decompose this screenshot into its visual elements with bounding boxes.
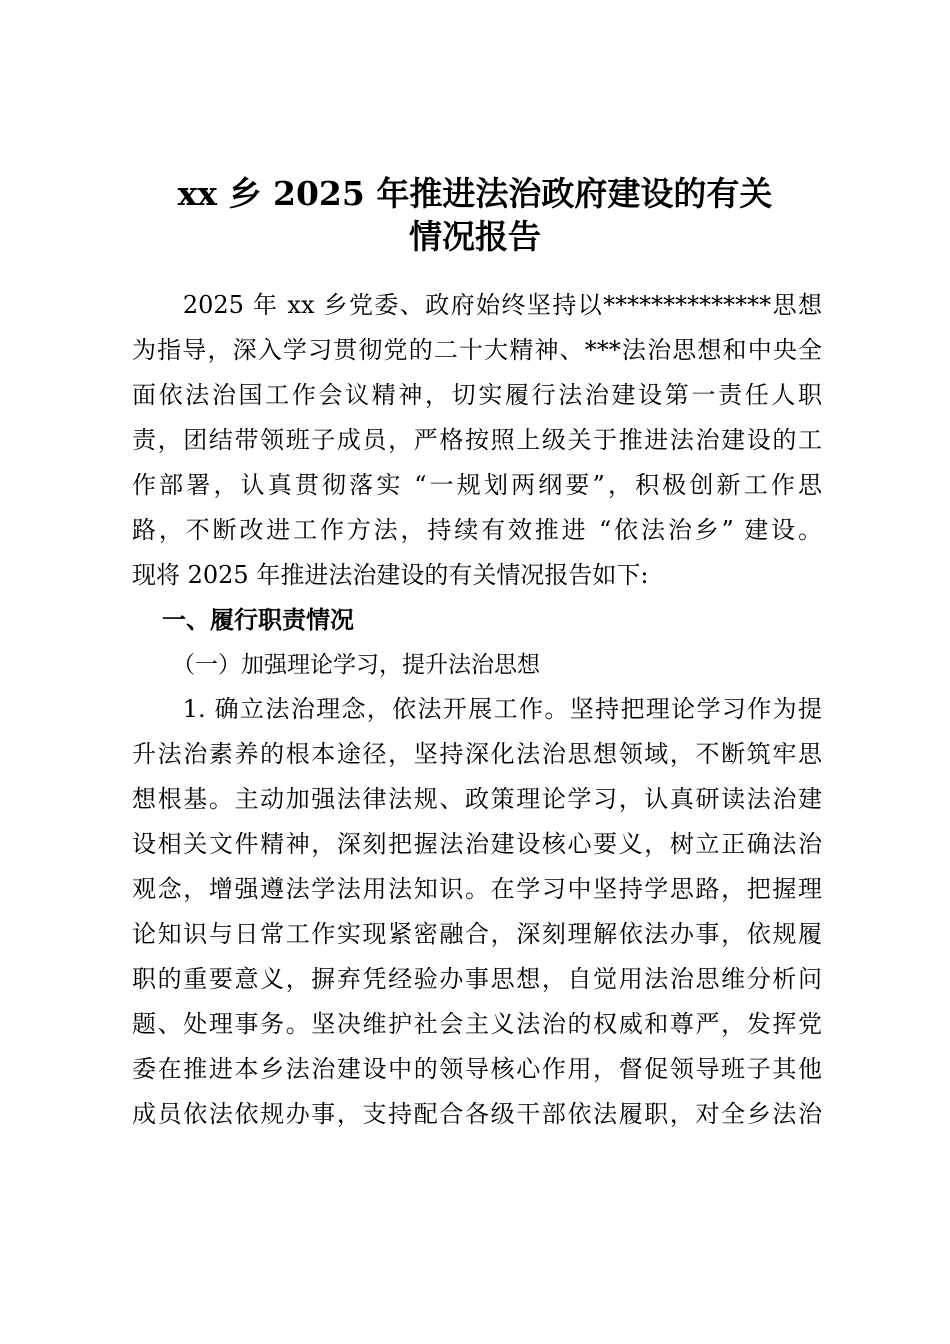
- body-line: 成员依法依规办事，支持配合各级干部依法履职，对全乡法治: [132, 1100, 822, 1128]
- body-line: 1. 确立法治理念，依法开展工作。坚持把理论学习作为提: [132, 695, 822, 723]
- intro-line: 路，不断改进工作方法，持续有效推进 “依法治乡” 建设。: [132, 516, 822, 544]
- body-line: 升法治素养的根本途径，坚持深化法治思想领域，不断筑牢思: [132, 740, 822, 768]
- document-title-line-2: 情况报告: [409, 217, 541, 256]
- intro-line: 责，团结带领班子成员，严格按照上级关于推进法治建设的工: [132, 426, 822, 454]
- body-line: 设相关文件精神，深刻把握法治建设核心要义，树立正确法治: [132, 830, 822, 858]
- body-line: 论知识与日常工作实现紧密融合，深刻理解依法办事，依规履: [132, 920, 822, 948]
- section-heading: 一、履行职责情况: [162, 605, 354, 634]
- intro-line: 现将 2025 年推进法治建设的有关情况报告如下:: [132, 561, 649, 589]
- intro-line: 作部署，认真贯彻落实 “一规划两纲要”，积极创新工作思: [132, 471, 822, 499]
- body-line: 题、处理事务。坚决维护社会主义法治的权威和尊严，发挥党: [132, 1010, 822, 1038]
- body-line: 委在推进本乡法治建设中的领导核心作用，督促领导班子其他: [132, 1055, 822, 1083]
- subsection-heading: （一）加强理论学习，提升法治思想: [172, 652, 540, 678]
- intro-line: 面依法治国工作会议精神，切实履行法治建设第一责任人职: [132, 381, 822, 409]
- intro-line: 2025 年 xx 乡党委、政府始终坚持以**************思想: [132, 291, 822, 319]
- body-line: 想根基。主动加强法律法规、政策理论学习，认真研读法治建: [132, 785, 822, 813]
- body-line: 职的重要意义，摒弃凭经验办事思想，自觉用法治思维分析问: [132, 965, 822, 993]
- body-line: 观念，增强遵法学法用法知识。在学习中坚持学思路，把握理: [132, 875, 822, 903]
- document-title-line-1: xx 乡 2025 年推进法治政府建设的有关: [177, 174, 773, 213]
- intro-line: 为指导，深入学习贯彻党的二十大精神、***法治思想和中央全: [132, 336, 822, 364]
